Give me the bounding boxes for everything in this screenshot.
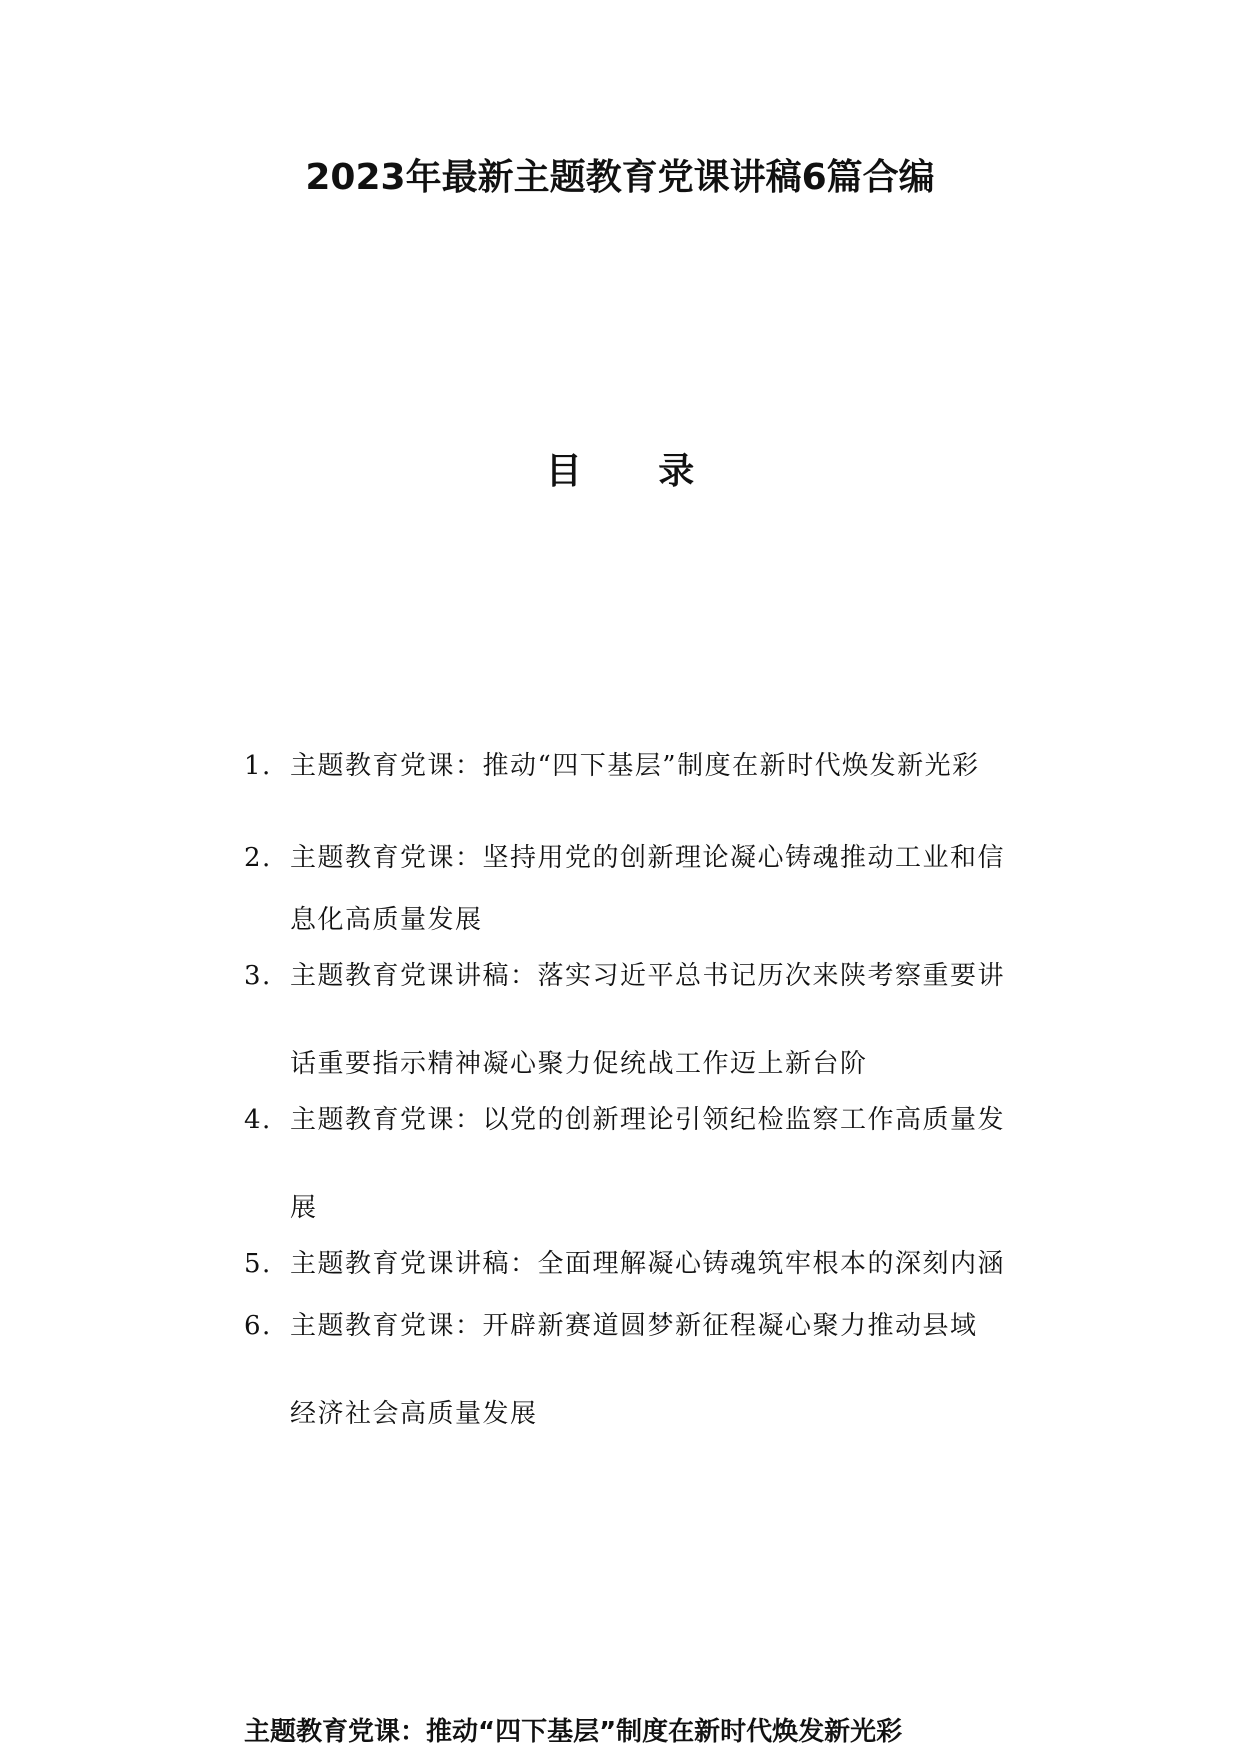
toc-item-continuation: 息化高质量发展 xyxy=(290,905,483,935)
toc-item-continuation: 展 xyxy=(290,1193,318,1223)
toc-item-number: 6. xyxy=(244,1311,272,1341)
toc-item-text: 主题教育党课：推动“四下基层”制度在新时代焕发新光彩 xyxy=(290,751,980,781)
toc-item-number: 4. xyxy=(244,1105,272,1135)
toc-item-continuation: 话重要指示精神凝心聚力促统战工作迈上新台阶 xyxy=(290,1049,868,1079)
toc-item-1 xyxy=(244,746,980,786)
toc-item-text: 主题教育党课：以党的创新理论引领纪检监察工作高质量发 xyxy=(290,1105,1006,1135)
toc-item-text: 主题教育党课：坚持用党的创新理论凝心铸魂推动工业和信 xyxy=(290,843,1006,873)
toc-item-text: 主题教育党课：开辟新赛道圆梦新征程凝心聚力推动县域 xyxy=(290,1311,978,1341)
toc-item-number: 3. xyxy=(244,961,272,991)
toc-item-5 xyxy=(244,1244,1005,1284)
toc-item-number: 5. xyxy=(244,1249,272,1279)
toc-item-number: 1. xyxy=(244,751,272,781)
section-title: 主题教育党课：推动“四下基层”制度在新时代焕发新光彩 xyxy=(244,1717,903,1747)
toc-item-continuation: 经济社会高质量发展 xyxy=(290,1399,538,1429)
toc-item-4 xyxy=(244,1100,1006,1223)
toc-item-2 xyxy=(244,838,1006,935)
toc-item-3 xyxy=(244,956,1006,1079)
toc-item-text: 主题教育党课讲稿：全面理解凝心铸魂筑牢根本的深刻内涵 xyxy=(290,1249,1006,1279)
toc-item-text: 主题教育党课讲稿：落实习近平总书记历次来陕考察重要讲 xyxy=(290,961,1006,991)
document-title: 2023年最新主题教育党课讲稿6篇合编 xyxy=(305,157,935,198)
toc-item-number: 2. xyxy=(244,843,272,873)
toc-item-6 xyxy=(244,1306,978,1429)
toc-heading: 目 录 xyxy=(545,451,727,492)
